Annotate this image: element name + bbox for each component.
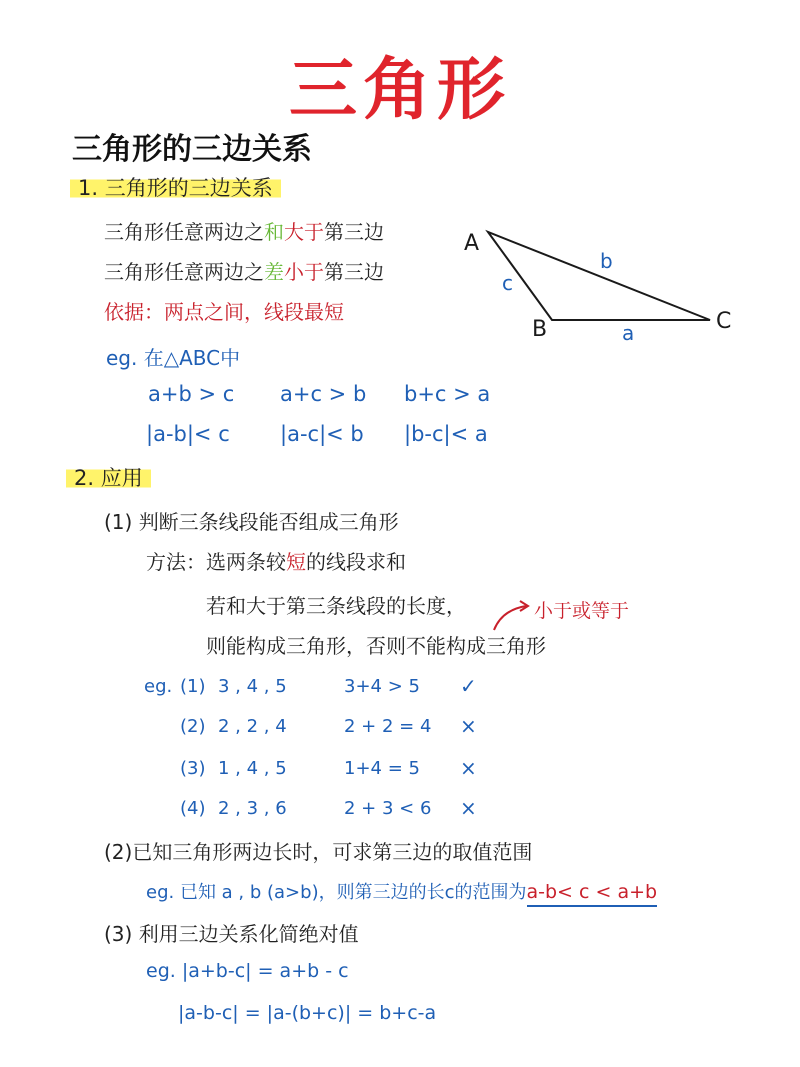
side-a-label: a (622, 321, 635, 345)
note-text: 小于或等于 (534, 600, 630, 622)
example-2-calc: 2 + 2 = 4 (344, 716, 432, 737)
check-icon: ✓ (460, 674, 477, 698)
example-1-number: (1) (180, 676, 206, 697)
abs-example-1: eg. |a+b-c| = a+b - c (146, 960, 349, 982)
application-1: (1) 判断三条线段能否组成三角形 (104, 510, 399, 534)
vertex-c-label: C (716, 309, 732, 334)
section-title: 三角形的三边关系 (72, 132, 312, 167)
abs-example-2: |a-b-c| = |a-(b+c)| = b+c-a (178, 1002, 437, 1024)
method-step-2: 若和大于第三条线段的长度， (206, 594, 466, 618)
example-intro: eg. 在△ABC中 (106, 346, 241, 370)
example-4-sides: 2 , 3 , 6 (218, 798, 287, 819)
example-2-number: (2) (180, 716, 206, 737)
cross-icon: × (460, 714, 477, 738)
inequality-3: b+c > a (404, 382, 491, 406)
vertex-a-label: A (464, 231, 480, 256)
triangle-diagram (450, 220, 750, 350)
method-text: 方法：选两条较短的线段求和 (146, 550, 406, 574)
page-title: 三角形 (288, 51, 511, 130)
rule-difference: 三角形任意两边之差小于第三边 (104, 260, 384, 284)
cross-icon: × (460, 796, 477, 820)
examples-label: eg. (144, 676, 173, 697)
example-1-calc: 3+4 > 5 (344, 676, 420, 697)
application-2: (2)已知三角形两边长时，可求第三边的取值范围 (104, 840, 533, 864)
cross-icon: × (460, 756, 477, 780)
rule-sum: 三角形任意两边之和大于第三边 (104, 220, 384, 244)
example-1-sides: 3 , 4 , 5 (218, 676, 287, 697)
inequality-1: a+b > c (148, 382, 235, 406)
inequality-2: a+c > b (280, 382, 367, 406)
part2-heading: 2. 应用 (66, 462, 151, 492)
example-3-calc: 1+4 = 5 (344, 758, 420, 779)
example-4-number: (4) (180, 798, 206, 819)
part1-heading: 1. 三角形的三边关系 (70, 172, 281, 202)
abs-inequality-3: |b-c|< a (404, 422, 488, 446)
range-example: eg. 已知 a , b (a>b)，则第三边的长c的范围为a-b< c < a+b (146, 878, 657, 904)
method-step-3: 则能构成三角形，否则不能构成三角形 (206, 634, 546, 658)
example-3-sides: 1 , 4 , 5 (218, 758, 287, 779)
triangle-shape (488, 232, 710, 320)
example-4-calc: 2 + 3 < 6 (344, 798, 432, 819)
side-b-label: b (600, 249, 613, 273)
application-3: (3) 利用三边关系化简绝对值 (104, 922, 359, 946)
side-c-label: c (502, 271, 513, 295)
abs-inequality-1: |a-b|< c (146, 422, 230, 446)
abs-inequality-2: |a-c|< b (280, 422, 364, 446)
basis-text: 依据：两点之间，线段最短 (104, 300, 344, 324)
example-2-sides: 2 , 2 , 4 (218, 716, 287, 737)
note-arrow (488, 596, 538, 636)
vertex-b-label: B (532, 317, 548, 342)
example-3-number: (3) (180, 758, 206, 779)
